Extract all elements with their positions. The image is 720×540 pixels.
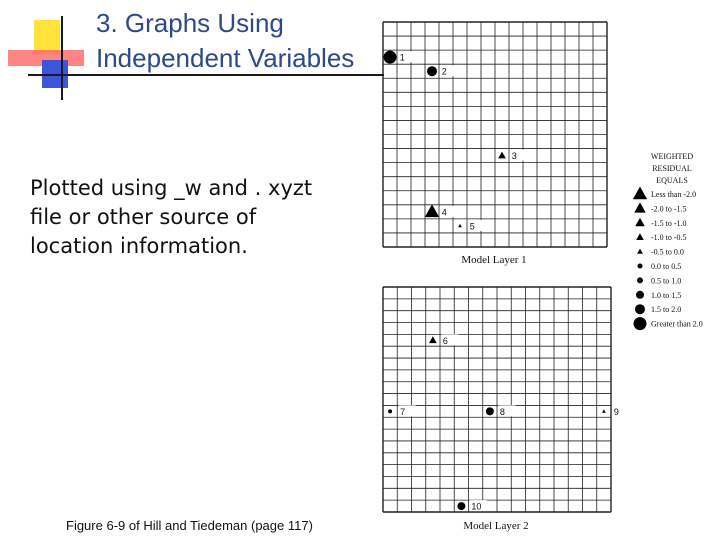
legend-label-10: Greater than 2.0	[651, 319, 703, 329]
legend-label-9: 1.5 to 2.0	[651, 305, 682, 315]
slide-title-line-2: Independent Variables	[96, 43, 355, 73]
legend	[633, 152, 703, 330]
legend-symbol-1	[633, 187, 647, 200]
legend-title-line-1: WEIGHTED	[650, 152, 694, 161]
legend-symbol-7	[637, 277, 643, 283]
residual-point-4	[425, 204, 439, 217]
residual-point-1	[384, 51, 397, 64]
body-text-line-2: file or other source of	[30, 205, 257, 229]
legend-symbol-8	[636, 291, 644, 299]
residual-point-10	[457, 502, 465, 510]
point-label-3: 3	[511, 151, 517, 162]
legend-title-line-3: EQUALS	[656, 176, 688, 185]
residual-point-8	[486, 407, 494, 415]
legend-symbol-2	[634, 202, 645, 212]
grid-model-layer-1	[383, 22, 607, 247]
point-label-1: 1	[399, 52, 405, 63]
residual-point-5	[458, 224, 462, 227]
legend-label-1: Less than -2.0	[651, 190, 697, 199]
legend-label-4: -1.0 to -0.5	[651, 233, 687, 243]
legend-title-line-2: RESIDUAL	[652, 164, 692, 173]
point-label-6: 6	[442, 335, 448, 346]
legend-symbol-5	[637, 249, 643, 254]
legend-label-6: 0.0 to 0.5	[651, 262, 682, 271]
legend-symbol-4	[636, 233, 644, 240]
grid-label-model-layer-1: Model Layer 1	[461, 254, 527, 266]
point-label-8: 8	[499, 406, 505, 417]
figure-caption: Figure 6-9 of Hill and Tiedeman (page 117)	[66, 518, 313, 533]
grid-model-layer-2	[383, 287, 630, 512]
legend-label-3: -1.5 to -1.0	[651, 218, 687, 228]
residual-point-9	[602, 409, 606, 412]
legend-label-5: -0.5 to 0.0	[651, 247, 684, 257]
point-label-5: 5	[469, 221, 475, 232]
residual-point-3	[498, 152, 506, 159]
point-label-9: 9	[613, 406, 619, 417]
legend-label-2: -2.0 to -1.5	[651, 204, 687, 214]
point-label-2: 2	[441, 66, 447, 77]
slide-title-line-1: 3. Graphs Using	[96, 8, 284, 38]
residual-point-7	[388, 409, 392, 413]
body-text-line-3: location information.	[30, 234, 248, 258]
residual-point-2	[427, 66, 437, 76]
legend-label-7: 0.5 to 1.0	[651, 276, 682, 286]
legend-symbol-9	[635, 304, 645, 314]
legend-symbol-10	[634, 317, 647, 330]
legend-symbol-3	[635, 218, 645, 227]
residual-point-6	[429, 336, 437, 343]
body-text-line-1: Plotted using _w and . xyzt	[30, 176, 313, 200]
point-label-7: 7	[400, 406, 406, 417]
grid-label-model-layer-2: Model Layer 2	[463, 520, 529, 532]
legend-label-8: 1.0 to 1.5	[651, 290, 682, 300]
point-label-10: 10	[471, 501, 482, 512]
legend-symbol-6	[638, 264, 643, 269]
point-label-4: 4	[441, 207, 447, 218]
